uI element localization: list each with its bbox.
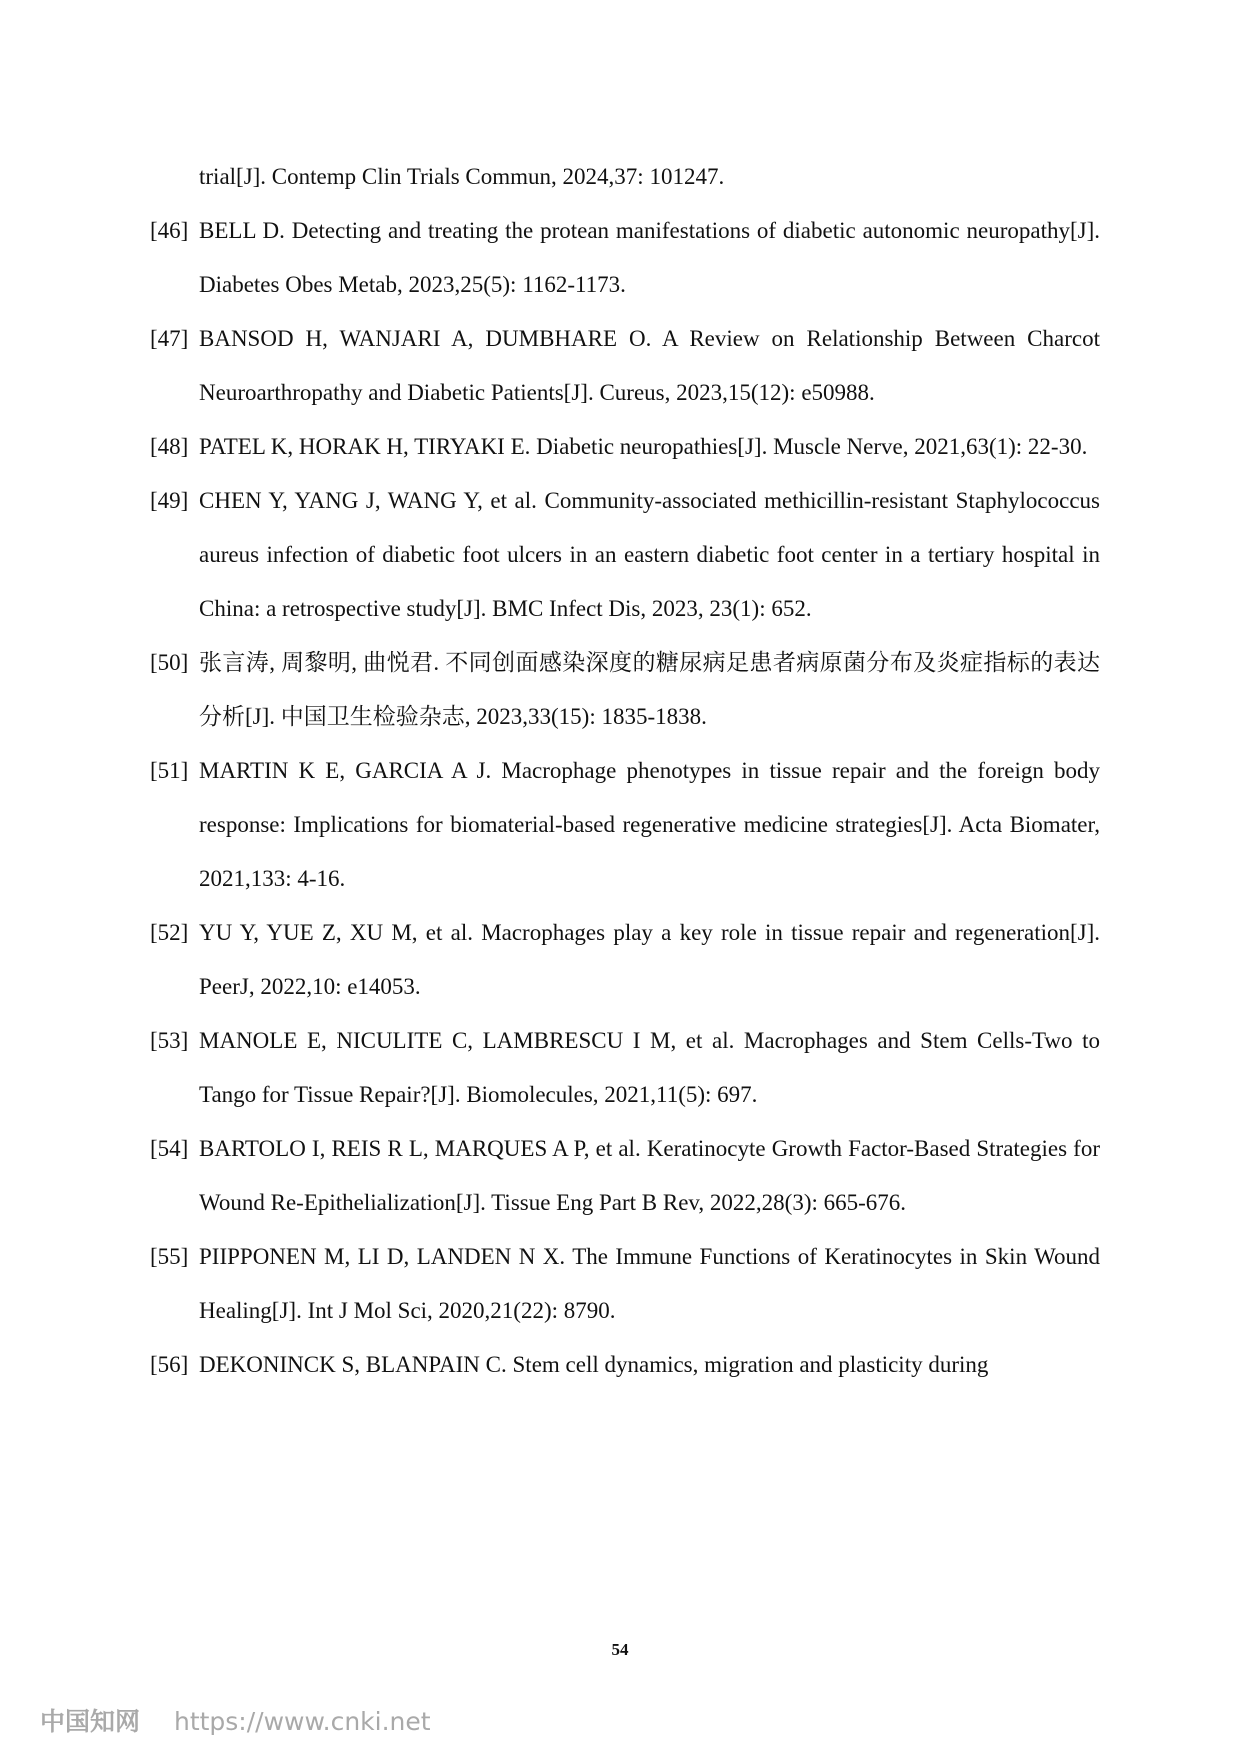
reference-52 [150,906,1100,1014]
reference-text: MARTIN K E, GARCIA A J. Macrophage phenotypes in tissue repair and the foreign body response: Implications for biomaterial-based regenerative medicine strategies[J]. Acta Biomater, 2021,133: 4-16. [199,758,1100,891]
reference-55 [150,1230,1100,1338]
reference-number: [56] [150,1352,189,1377]
reference-50 [150,636,1100,744]
reference-text: trial[J]. Contemp Clin Trials Commun, 2024,37: 101247. [199,164,725,189]
reference-51 [150,744,1100,906]
reference-text: DEKONINCK S, BLANPAIN C. Stem cell dynamics, migration and plasticity during [199,1352,989,1377]
watermark-brand: 中国知网 [40,1707,141,1736]
reference-47 [150,312,1100,420]
reference-number: [49] [150,488,189,513]
reference-number: [52] [150,920,189,945]
reference-text: BARTOLO I, REIS R L, MARQUES A P, et al. Keratinocyte Growth Factor-Based Strategies for Wound Re-Epithelialization[J]. Tissue Eng Part B Rev, 2022,28(3): 665-676. [199,1136,1100,1215]
watermark-url: https://www.cnki.net [173,1707,431,1736]
reference-number: [51] [150,758,189,783]
reference-number: [48] [150,434,189,459]
reference-48 [150,420,1100,474]
reference-number: [50] [150,650,189,675]
reference-number: [53] [150,1028,189,1053]
reference-text: 张言涛, 周黎明, 曲悦君. 不同创面感染深度的糖尿病足患者病原菌分布及炎症指标的表达分析[J]. 中国卫生检验杂志, 2023,33(15): 1835-1838. [199,650,1100,729]
reference-49 [150,474,1100,636]
reference-text: BELL D. Detecting and treating the protean manifestations of diabetic autonomic neuropathy[J]. Diabetes Obes Metab, 2023,25(5): 1162-1173. [199,218,1100,297]
reference-number: [47] [150,326,189,351]
reference-56 [150,1338,1100,1392]
reference-46 [150,204,1100,312]
reference-54 [150,1122,1100,1230]
reference-text: PATEL K, HORAK H, TIRYAKI E. Diabetic neuropathies[J]. Muscle Nerve, 2021,63(1): 22-30. [199,434,1088,459]
reference-text: MANOLE E, NICULITE C, LAMBRESCU I M, et al. Macrophages and Stem Cells-Two to Tango for Tissue Repair?[J]. Biomolecules, 2021,11(5): 697. [199,1028,1100,1107]
reference-continuation [150,150,1100,204]
reference-text: CHEN Y, YANG J, WANG Y, et al. Community-associated methicillin-resistant Staphylococcus aureus infection of diabetic foot ulcers in an eastern diabetic foot center in a tertiary hospital in China: a retrospective study[J]. BMC Infect Dis, 2023, 23(1): 652. [199,488,1100,621]
reference-number: [46] [150,218,189,243]
reference-number: [54] [150,1136,189,1161]
reference-text: YU Y, YUE Z, XU M, et al. Macrophages play a key role in tissue repair and regeneration[J]. PeerJ, 2022,10: e14053. [199,920,1100,999]
page-number: 54 [611,1640,629,1659]
reference-text: BANSOD H, WANJARI A, DUMBHARE O. A Review on Relationship Between Charcot Neuroarthropathy and Diabetic Patients[J]. Cureus, 2023,15(12): e50988. [199,326,1100,405]
reference-text: PIIPPONEN M, LI D, LANDEN N X. The Immune Functions of Keratinocytes in Skin Wound Healing[J]. Int J Mol Sci, 2020,21(22): 8790. [199,1244,1100,1323]
reference-53 [150,1014,1100,1122]
reference-number: [55] [150,1244,189,1269]
cnki-watermark [40,1702,431,1738]
reference-list [150,150,1100,1392]
